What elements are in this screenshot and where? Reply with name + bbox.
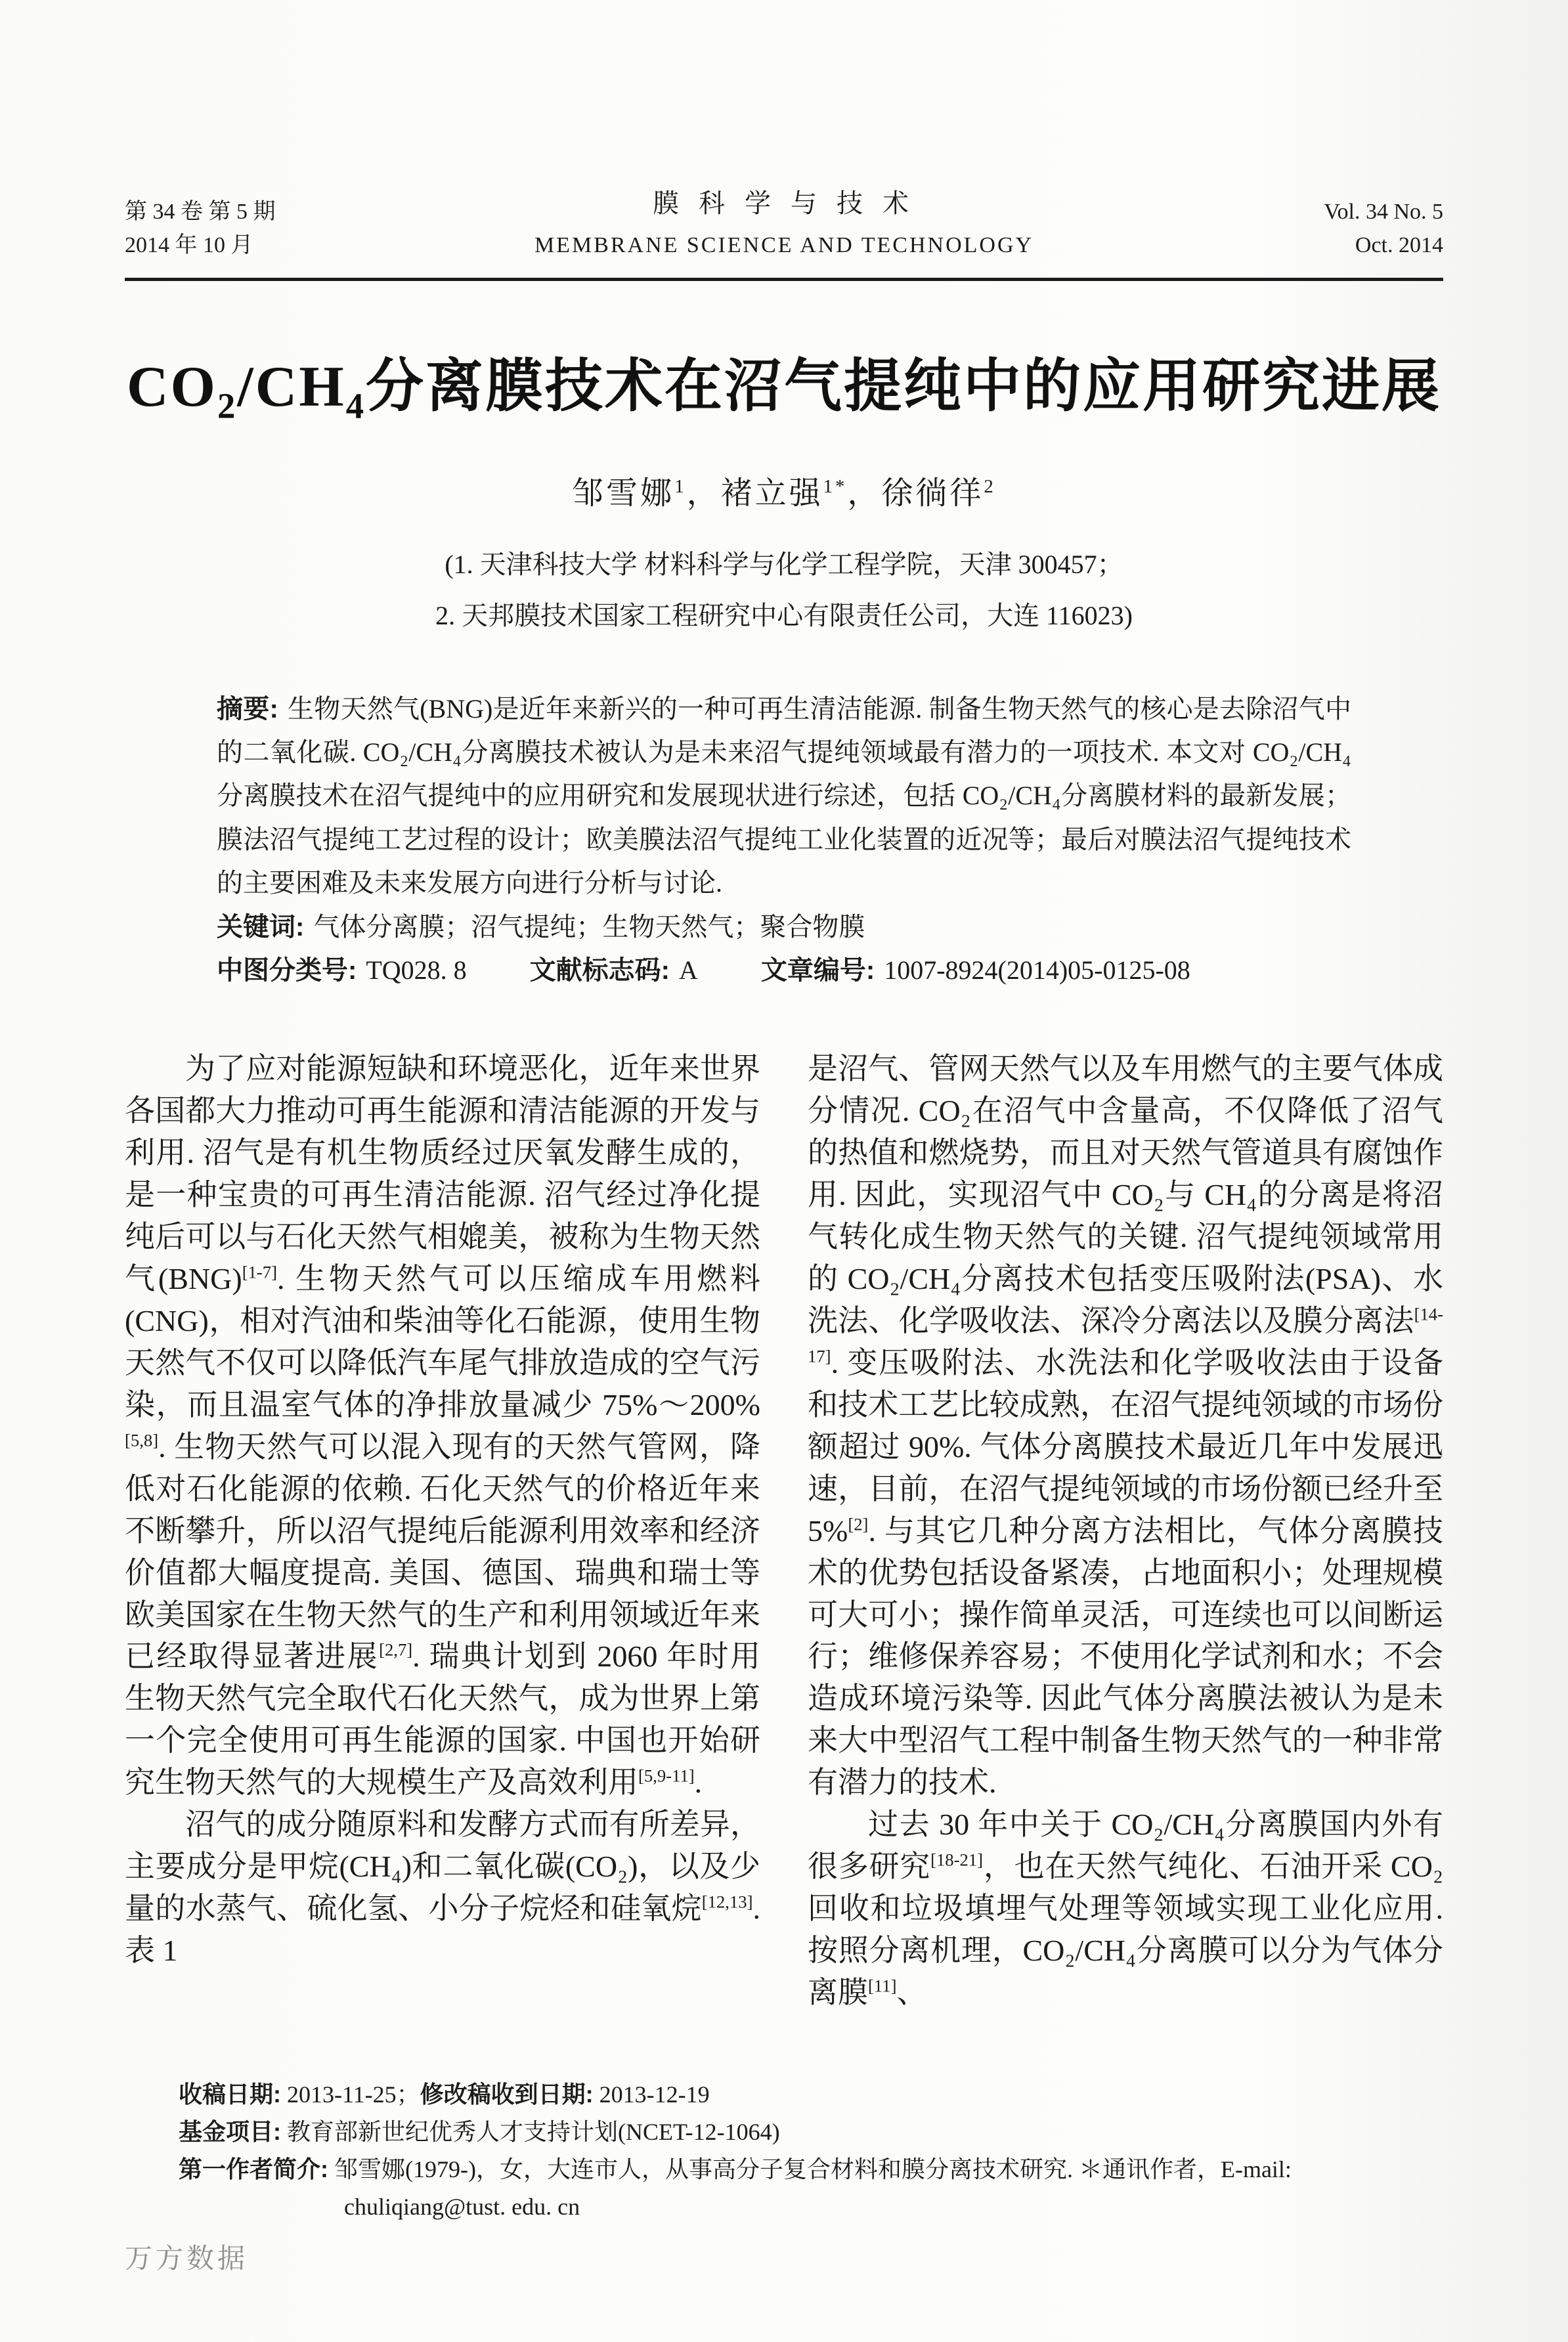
volume-issue-cn: 第 34 卷 第 5 期 [125, 200, 276, 224]
keywords-line [217, 905, 1351, 949]
article-no-label: 文章编号: [760, 955, 875, 985]
issue-date-cn: 2014 年 10 月 [125, 233, 253, 257]
doc-code-value: A [678, 955, 698, 985]
masthead-right [1154, 195, 1443, 262]
affiliation-line-2: 2. 天邦膜技术国家工程研究中心有限责任公司，大连 116023) [435, 600, 1133, 630]
journal-masthead [125, 0, 1443, 262]
body-paragraph: 是沼气、管网天然气以及车用燃气的主要气体成分情况. CO₂在沼气中含量高，不仅降低了沼气的热值和燃烧势，而且对天然气管道具有腐蚀作用. 因此，实现沼气中 CO₂与 CH₄的分离是将沼气转化成生物天然气的关键. 沼气提纯领域常用的 CO₂/CH₄分离技术包括变压吸附法(PSA)、水洗法、化学吸收法、深冷分离法以及膜分离法[14-17]. 变压吸附法、水洗法和化学吸收法由于设备和技术工艺比较成熟，在沼气提纯领域的市场份额超过 90%. 气体分离膜技术最近几年中发展迅速，目前，在沼气提纯领域的市场份额已经升至 5%[2]. 与其它几种分离方法相比，气体分离膜技术的优势包括设备紧凑，占地面积小；处理规模可大可小；操作简单灵活，可连续也可以间断运行；维修保养容易；不使用化学试剂和水；不会造成环境污染等. 因此气体分离膜法被认为是未来大中型沼气工程中制备生物天然气的一种非常有潜力的技术. [808, 1052, 1443, 1800]
body-paragraph: 过去 30 年中关于 CO₂/CH₄分离膜国内外有很多研究[18-21]，也在天然气纯化、石油开采 CO₂回收和垃圾填埋气处理等领域实现工业化应用. 按照分离机理，CO₂/CH₄分离膜可以分为气体分离膜[11]、 [808, 1808, 1443, 2009]
masthead-left [125, 195, 414, 262]
abstract-text: 生物天然气(BNG)是近年来新兴的一种可再生清洁能源. 制备生物天然气的核心是去除沼气中的二氧化碳. CO₂/CH₄分离膜技术被认为是未来沼气提纯领域最有潜力的一项技术. 本文对 CO₂/CH₄分离膜技术在沼气提纯中的应用研究和发展现状进行综述，包括 CO₂/CH₄分离膜材料的最新发展；膜法沼气提纯工艺过程的设计；欧美膜法沼气提纯工业化装置的近况等；最后对膜法沼气提纯技术的主要困难及未来发展方向进行分析与讨论. [217, 693, 1352, 898]
abstract-label: 摘要: [217, 694, 278, 724]
journal-title-en: MEMBRANE SCIENCE AND TECHNOLOGY [534, 233, 1034, 257]
masthead-divider [125, 278, 1443, 281]
article-meta-line [217, 949, 1351, 992]
affiliations [125, 539, 1443, 641]
keywords-label: 关键词: [217, 912, 305, 942]
masthead-center [414, 184, 1154, 262]
body-columns [125, 1048, 1443, 2014]
article-no-pair [761, 955, 1190, 985]
footnote-received-date: 收稿日期: 2013-11-25；修改稿收到日期: 2013-12-19 [179, 2080, 710, 2108]
doc-code-label: 文献标志码: [529, 955, 670, 985]
journal-title-cn: 膜 科 学 与 技 术 [653, 188, 915, 218]
abstract-section [217, 687, 1351, 993]
clc-label: 中图分类号: [217, 955, 357, 985]
clc-pair [217, 955, 467, 985]
footnotes [125, 2076, 1443, 2226]
body-paragraph: 为了应对能源短缺和环境恶化，近年来世界各国都大力推动可再生能源和清洁能源的开发与利用. 沼气是有机生物质经过厌氧发酵生成的，是一种宝贵的可再生清洁能源. 沼气经过净化提纯后可以与石化天然气相媲美，被称为生物天然气(BNG)[1-7]. 生物天然气可以压缩成车用燃料(CNG)，相对汽油和柴油等化石能源，使用生物天然气不仅可以降低汽车尾气排放造成的空气污染，而且温室气体的净排放量减少 75%～200%[5,8]. 生物天然气可以混入现有的天然气管网，降低对石化能源的依赖. 石化天然气的价格近年来不断攀升，所以沼气提纯后能源利用效率和经济价值都大幅度提高. 美国、德国、瑞典和瑞士等欧美国家在生物天然气的生产和利用领域近年来已经取得显著进展[2,7]. 瑞典计划到 2060 年时用生物天然气完全取代石化天然气，成为世界上第一个完全使用可再生能源的国家. 中国也开始研究生物天然气的大规模生产及高效利用[5,9-11]. [125, 1052, 760, 1800]
author-list: 邹雪娜$^1$，褚立强$^{1*}$，徐徜徉$^2$ [572, 475, 996, 511]
body-paragraph: 沼气的成分随原料和发酵方式而有所差异，主要成分是甲烷(CH₄)和二氧化碳(CO₂)，以及少量的水蒸气、硫化氢、小分子烷烃和硅氧烷[12,13]. 表 1 [125, 1808, 760, 1968]
article-no-value: 1007-8924(2014)05-0125-08 [884, 955, 1190, 985]
affiliation-line-1: (1. 天津科技大学 材料科学与化学工程学院，天津 300457； [445, 549, 1123, 579]
abstract-paragraph [217, 687, 1351, 905]
doc-code-pair [530, 955, 698, 985]
body-column-left [125, 1048, 760, 2014]
article-title: $CO_2/CH_4$分离膜技术在沼气提纯中的应用研究进展 [126, 355, 1442, 426]
scan-watermark: 万方数据 [125, 2244, 249, 2274]
issue-date-en: Oct. 2014 [1355, 233, 1443, 257]
clc-value: TQ028. 8 [366, 955, 467, 985]
body-column-right [808, 1048, 1443, 2014]
footnote-author-bio: 第一作者简介: 邹雪娜(1979-)，女，大连市人，从事高分子复合材料和膜分离技术研究. ＊通讯作者，E-mail: chuliqiang@tust. edu. cn [179, 2155, 1292, 2220]
keywords-text: 气体分离膜；沼气提纯；生物天然气；聚合物膜 [313, 911, 865, 942]
volume-issue-en: Vol. 34 No. 5 [1324, 200, 1443, 224]
footnote-funding: 基金项目: 教育部新世纪优秀人才支持计划(NCET-12-1064) [179, 2117, 780, 2145]
